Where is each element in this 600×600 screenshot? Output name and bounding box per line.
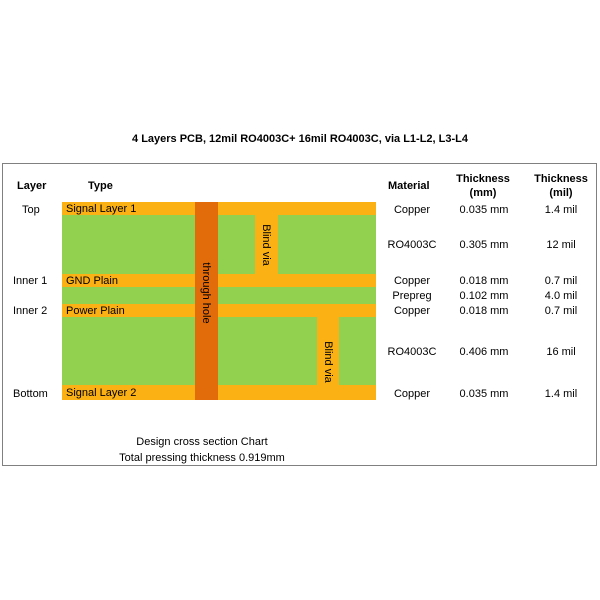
row-5-thickness-mm: 0.018 mm: [459, 305, 509, 317]
row-1-material: Copper: [393, 204, 431, 216]
label-power-plain: Power Plain: [66, 305, 125, 317]
row-2-material: RO4003C: [387, 239, 437, 251]
row-3-thickness-mm: 0.018 mm: [459, 275, 509, 287]
row-5-thickness-mil: 0.7 mil: [544, 305, 578, 317]
row-1-thickness-mil: 1.4 mil: [544, 204, 578, 216]
row-4-thickness-mm: 0.102 mm: [459, 290, 509, 302]
ro4003c-core-12mil: [62, 215, 376, 274]
layer-name-inner1: Inner 1: [13, 275, 48, 287]
row-5-material: Copper: [393, 305, 431, 317]
row-6-thickness-mil: 16 mil: [546, 346, 576, 358]
row-2-thickness-mm: 0.305 mm: [459, 239, 509, 251]
row-1-thickness-mm: 0.035 mm: [459, 204, 509, 216]
label-gnd-plain: GND Plain: [66, 275, 118, 287]
label-blind-via-1: Blind via: [260, 224, 272, 266]
row-7-thickness-mil: 1.4 mil: [544, 388, 578, 400]
label-through-hole: through hole: [200, 262, 212, 324]
layer-name-inner2: Inner 2: [13, 305, 48, 317]
prepreg-band: [62, 287, 376, 304]
caption-line-1: Design cross section Chart: [136, 436, 268, 448]
layer-name-top: Top: [22, 204, 40, 216]
header-thickness-mil: Thickness (mil): [534, 173, 588, 199]
header-type: Type: [88, 180, 113, 192]
row-7-material: Copper: [393, 388, 431, 400]
header-thickness-mm: Thickness (mm): [456, 173, 510, 199]
caption-line-2: Total pressing thickness 0.919mm: [119, 452, 285, 464]
label-blind-via-2: Blind via: [322, 341, 334, 383]
row-7-thickness-mm: 0.035 mm: [459, 388, 509, 400]
layer-name-bottom: Bottom: [13, 388, 48, 400]
label-signal-layer-1: Signal Layer 1: [66, 203, 137, 215]
row-3-material: Copper: [393, 275, 431, 287]
row-6-thickness-mm: 0.406 mm: [459, 346, 509, 358]
header-material: Material: [388, 180, 430, 192]
header-layer: Layer: [17, 180, 47, 192]
row-6-material: RO4003C: [387, 346, 437, 358]
row-4-material: Prepreg: [392, 290, 432, 302]
diagram-title: 4 Layers PCB, 12mil RO4003C+ 16mil RO4003C, via L1-L2, L3-L4: [132, 133, 468, 145]
row-4-thickness-mil: 4.0 mil: [544, 290, 578, 302]
label-signal-layer-2: Signal Layer 2: [66, 387, 137, 399]
row-3-thickness-mil: 0.7 mil: [544, 275, 578, 287]
row-2-thickness-mil: 12 mil: [546, 239, 576, 251]
